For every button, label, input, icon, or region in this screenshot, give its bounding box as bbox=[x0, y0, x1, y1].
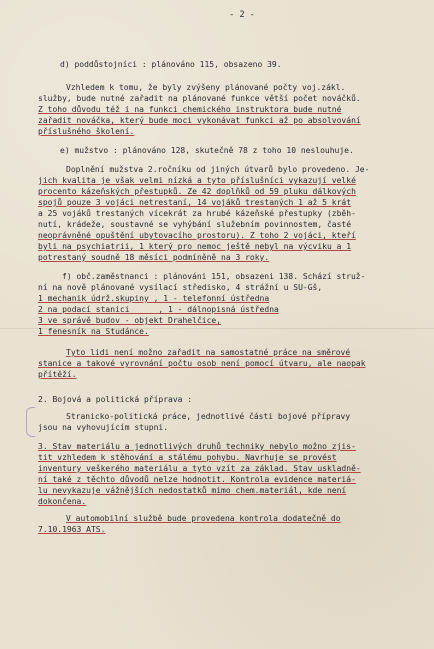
section-3-line: ní také z těchto důvodů nelze hodnotit. Kontrola evidence materiá- bbox=[38, 475, 356, 484]
section-2-heading: 2. Bojová a politická příprava : bbox=[38, 395, 193, 404]
section-2-line: Stranicko-politická práce, jednotlivé části bojové přípravy bbox=[66, 412, 351, 421]
section-f bbox=[38, 271, 406, 380]
section-3-line: tit vzhledem k stěhování a stálému pohybu. Navrhuje se provést bbox=[38, 453, 337, 462]
section-e-line: nutí, krádeže, soustavné se vyhýbání služebním povinnostem, časté bbox=[38, 220, 352, 229]
section-d-line: Vzhledem k tomu, že byly zvýšeny plánované počty voj.zákl. bbox=[66, 83, 346, 92]
section-3 bbox=[38, 441, 406, 535]
section-e-line: procento kázeňských přestupků. Ze 42 doplňků od 59 pluku dálkových bbox=[38, 187, 356, 196]
typed-sheet bbox=[38, 10, 406, 543]
section-d-line: zařadit nováčka, který bude moci vykonávat funkci až po absolvování bbox=[38, 116, 361, 125]
section-d-heading: d) poddůstojníci : plánováno 115, obsazeno 39. bbox=[60, 60, 282, 69]
section-f-line: 2 na podací stanici , 1 - dálnopisná ústředna bbox=[38, 305, 279, 314]
section-2 bbox=[38, 394, 406, 433]
section-e-line: jich kvalita je však velmi nízká a tyto příslušníci vykazují velké bbox=[38, 176, 356, 185]
section-d-line: služby, bude nutné zařadit na plánované funkce větší počet nováčků. bbox=[38, 94, 361, 103]
section-d bbox=[38, 59, 406, 137]
section-3-line: inventury veškerého materiálu a tyto vzít za základ. Stav uskladně- bbox=[38, 464, 361, 473]
section-f-note-line: Tyto lidi není možno zařadit na samostatné práce na směrové bbox=[66, 348, 351, 357]
section-3-line: 3. Stav materiálu a jednotlivých druhů techniky nebylo možno zjis- bbox=[38, 442, 356, 451]
section-e-line: a 25 vojáků trestaných vícekrát za hrubé kázeňské přestupky (zběh- bbox=[38, 209, 356, 218]
page-number: - 2 - bbox=[229, 10, 255, 20]
section-d-line: Z toho důvodu též i na funkci chemického instruktora bude nutné bbox=[38, 105, 342, 114]
section-f-note-line: stanice a takové vyrovnání počtu osob není pomocí útvaru, ale naopak bbox=[38, 359, 366, 368]
section-2-line: jsou na vyhovujícím stupni. bbox=[38, 423, 169, 432]
section-3-final-line: V automobilní službě bude provedena kontrola dodatečně do bbox=[66, 514, 341, 523]
section-e-line: neoprávněné opuštění ubytovacího prostoru). Z toho 2 vojáci, kteří bbox=[38, 231, 356, 240]
section-f-heading: f) obč.zaměstnanci : plánováni 151, obsazeni 138. Schází struž- bbox=[62, 272, 366, 281]
section-e-line: spojů pouze 3 vojáci netrestaní, 14 vojáků trestaných 1 až 5 krát bbox=[38, 198, 352, 207]
section-f-line: 1 mechanik údrž.skupiny , 1 - telefonní ústředna bbox=[38, 294, 270, 303]
section-d-line: příslušného školení. bbox=[38, 127, 135, 136]
section-3-final-line: 7.10.1963 ATS. bbox=[38, 525, 106, 534]
section-e-heading: e) mužstvo : plánováno 128, skutečně 78 z toho 10 neslouhuje. bbox=[60, 146, 354, 155]
section-3-line: lu nevykazuje vážnějších nedostatků mimo chem.materiál, kde není bbox=[38, 486, 347, 495]
section-f-line: 3 ve správě budov - objekt Drahelčice, bbox=[38, 316, 222, 325]
section-f-line: ní na nově plánované vysílací středisko, 4 strážní u SU-Gš, bbox=[38, 283, 323, 292]
section-e-line: byli na psychiatrii, 1 který pro nemoc ještě nebyl na výcviku a 1 bbox=[38, 242, 352, 251]
section-e-line: Doplnění mužstva 2.ročníku od jiných útvarů bylo provedeno. Je- bbox=[66, 165, 370, 174]
section-f-line: 1 fenesník na Studánce. bbox=[38, 327, 149, 336]
handwritten-bracket-mark bbox=[26, 407, 35, 437]
section-f-note-line: přítěží. bbox=[38, 370, 77, 379]
section-e-line: potrestaný soudně 18 měsíci podmíněně na 3 roky. bbox=[38, 253, 270, 262]
section-e bbox=[38, 145, 406, 263]
section-3-line: dokončena. bbox=[38, 497, 87, 506]
